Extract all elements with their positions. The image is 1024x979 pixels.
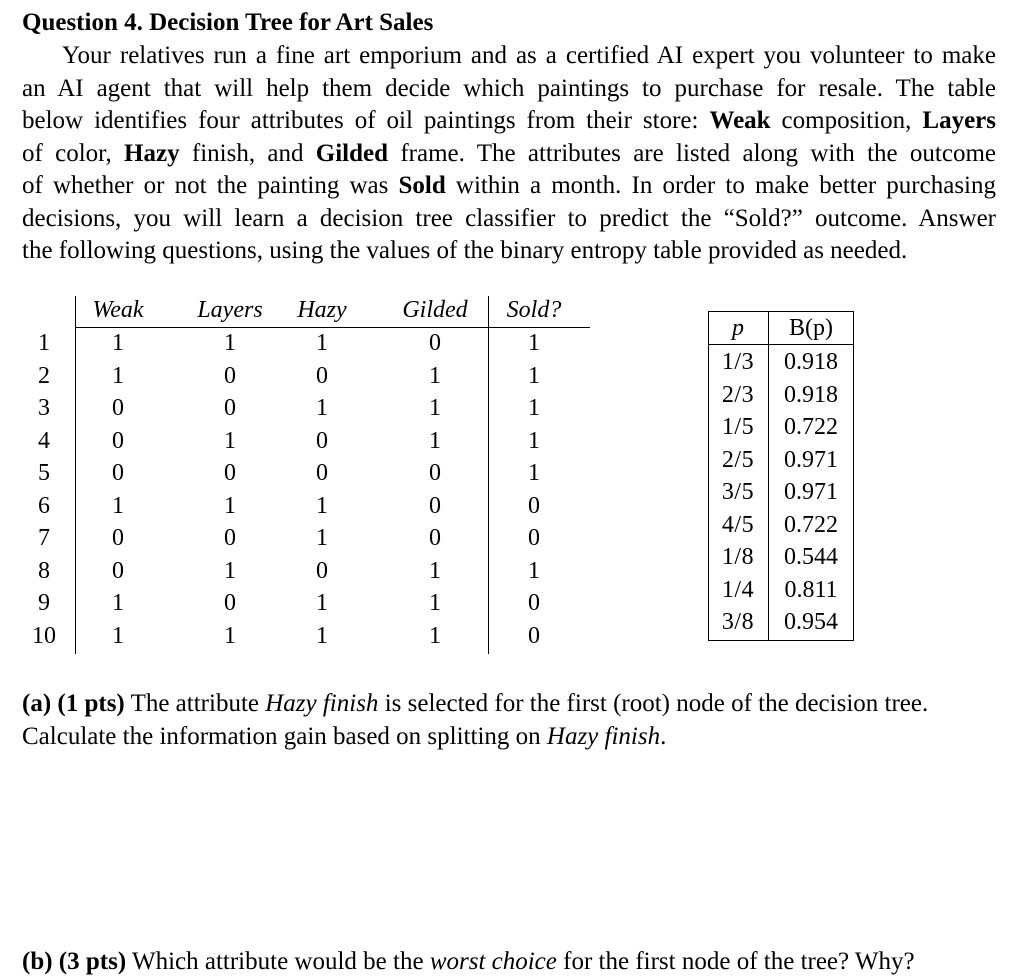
table-cell: 0 [528, 590, 540, 616]
table-cell: 1 [528, 557, 540, 584]
table-cell: 0 [316, 362, 328, 389]
table-cell: 0 [528, 492, 540, 519]
entropy-value: 0.918 [784, 349, 838, 375]
entropy-value: 0.918 [784, 381, 838, 408]
table-cell: 1 [224, 427, 236, 454]
row-number: 10 [32, 622, 56, 649]
table-cell: 0 [429, 330, 441, 356]
probability-value: 1/3 [721, 349, 755, 375]
table-cell: 1 [429, 622, 441, 649]
row-number: 3 [38, 395, 50, 421]
table-cell: 1 [316, 395, 328, 421]
table-cell: 1 [316, 492, 328, 519]
outcome-column-rule [488, 296, 489, 654]
question-title: Question 4. Decision Tree for Art Sales [22, 9, 434, 36]
row-number: 2 [38, 362, 50, 389]
row-number: 7 [38, 525, 50, 551]
entropy-value: 0.544 [784, 544, 838, 570]
table-cell: 0 [528, 622, 540, 649]
table-cell: 1 [112, 622, 124, 649]
entropy-header-p: p [732, 315, 744, 341]
table-cell: 1 [429, 590, 441, 616]
table-cell: 0 [224, 525, 236, 551]
row-number: 5 [38, 460, 50, 486]
table-cell: 0 [112, 395, 124, 421]
table-cell: 0 [112, 557, 124, 584]
entropy-value: 0.971 [784, 479, 838, 505]
entropy-value: 0.954 [784, 609, 838, 635]
row-number: 8 [38, 557, 50, 584]
entropy-header-bp: B(p) [789, 315, 833, 341]
column-header: Gilded [402, 297, 468, 323]
column-header: Weak [92, 297, 144, 323]
table-cell: 0 [429, 492, 441, 519]
table-cell: 0 [429, 460, 441, 486]
probability-value: 1/5 [721, 414, 755, 440]
table-cell: 1 [528, 395, 540, 421]
table-cell: 1 [112, 362, 124, 389]
table-cell: 0 [528, 525, 540, 551]
table-cell: 1 [316, 590, 328, 616]
table-cell: 0 [112, 525, 124, 551]
probability-value: 3/8 [721, 609, 755, 635]
id-column-rule [75, 296, 76, 654]
table-cell: 1 [429, 557, 441, 584]
column-header: Layers [197, 297, 263, 323]
probability-value: 1/4 [721, 576, 755, 603]
probability-value: 4/5 [721, 511, 755, 538]
row-number: 4 [38, 427, 50, 454]
intro-paragraph: Your relatives run a fine art emporium and as a certified AI expert you volunteer to make an AI agent that will help them decide which paintings to purchase for resale. The table below identifies four attributes of oil paintings from their store: Weak composition, Layers of color, Hazy finish, and Gilded frame. The attributes are listed along with the outcome of whether or not the painting was Sold within a month. In order to make better purchasing decisions, you will learn a decision tree classifier to predict the “Sold?” outcome. Answer the following questions, using the values of the binary entropy table provided as needed. [22, 42, 997, 264]
table-cell: 1 [528, 427, 540, 454]
table-cell: 0 [224, 362, 236, 389]
table-cell: 1 [224, 622, 236, 649]
table-cell: 1 [316, 330, 328, 356]
probability-value: 3/5 [721, 479, 755, 505]
probability-value: 2/5 [721, 446, 755, 473]
table-cell: 1 [528, 330, 540, 356]
table-cell: 1 [224, 492, 236, 519]
row-number: 9 [38, 590, 50, 616]
table-cell: 0 [224, 395, 236, 421]
table-cell: 0 [112, 460, 124, 486]
table-cell: 1 [112, 590, 124, 616]
table-cell: 0 [112, 427, 124, 454]
table-cell: 1 [112, 330, 124, 356]
table-cell: 1 [224, 557, 236, 584]
entropy-value: 0.971 [784, 446, 838, 473]
row-number: 1 [38, 330, 50, 356]
row-number: 6 [38, 492, 50, 519]
question-a: (a) (1 pts) The attribute Hazy finish is selected for the first (root) node of the decision tree. Calculate the information gain based on splitting on Hazy finish. [22, 690, 929, 750]
table-cell: 1 [316, 525, 328, 551]
entropy-value: 0.722 [784, 414, 838, 440]
table-cell: 0 [316, 460, 328, 486]
probability-value: 2/3 [721, 381, 755, 408]
table-cell: 1 [528, 460, 540, 486]
table-cell: 1 [112, 492, 124, 519]
table-cell: 1 [528, 362, 540, 389]
table-cell: 0 [224, 590, 236, 616]
column-header: Hazy [297, 297, 347, 323]
table-cell: 1 [429, 395, 441, 421]
table-cell: 0 [316, 557, 328, 584]
table-cell: 1 [316, 622, 328, 649]
table-cell: 0 [224, 460, 236, 486]
table-cell: 0 [429, 525, 441, 551]
probability-value: 1/8 [721, 544, 755, 570]
question-b: (b) (3 pts) Which attribute would be the worst choice for the first node of the tree? Why? [22, 948, 915, 975]
entropy-value: 0.722 [784, 511, 838, 538]
column-header: Sold? [506, 297, 562, 323]
table-cell: 1 [429, 362, 441, 389]
table-cell: 0 [316, 427, 328, 454]
entropy-value: 0.811 [784, 576, 838, 603]
table-cell: 1 [224, 330, 236, 356]
table-cell: 1 [429, 427, 441, 454]
header-rule [75, 327, 590, 328]
